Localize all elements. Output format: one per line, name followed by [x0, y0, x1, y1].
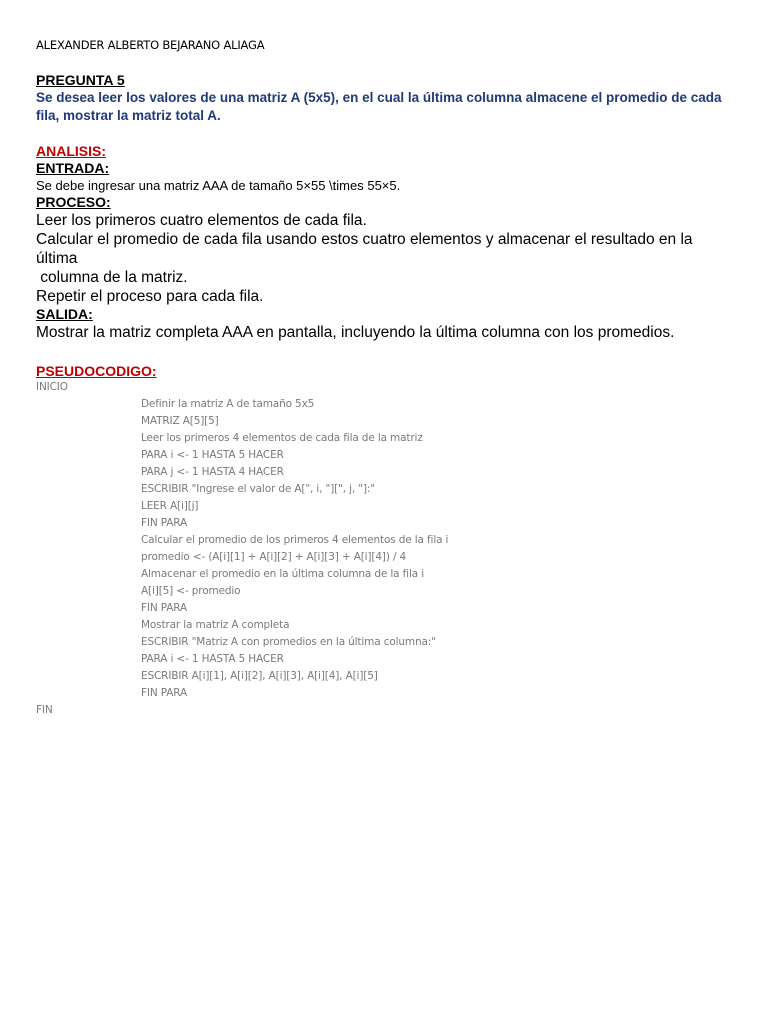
pseudocode-end: FIN — [36, 704, 53, 716]
pseudocode-start: INICIO — [36, 381, 68, 393]
pseudocode-line: PARA i <- 1 HASTA 5 HACER — [141, 449, 284, 461]
pseudocode-heading — [36, 363, 736, 380]
salida-text: Mostrar la matriz completa AAA en pantalla, incluyendo la última columna con los promedios. — [36, 324, 675, 341]
pseudocode-line: FIN PARA — [141, 602, 188, 614]
analysis-title: ANALISIS: — [36, 143, 106, 159]
question-title: PREGUNTA 5 — [36, 72, 125, 88]
pseudocode-line: Leer los primeros 4 elementos de cada fila de la matriz — [141, 432, 423, 444]
entrada-text: Se debe ingresar una matriz AAA de tamaño 5×55 \times 55×5. — [36, 178, 401, 193]
proceso-title: PROCESO: — [36, 194, 111, 210]
proceso-line: columna de la matriz. — [36, 269, 188, 286]
author-name: ALEXANDER ALBERTO BEJARANO ALIAGA — [36, 38, 265, 52]
question-text: Se desea leer los valores de una matriz A (5x5), en el cual la última columna almacene el promedio de cada fila, mostrar la matriz total A. — [36, 90, 722, 123]
proceso-line: Repetir el proceso para cada fila. — [36, 288, 264, 305]
pseudocode-line: MATRIZ A[5][5] — [141, 415, 219, 427]
pseudocode-line: Mostrar la matriz A completa — [141, 619, 290, 631]
pseudocode-line: PARA i <- 1 HASTA 5 HACER — [141, 653, 284, 665]
pseudocode-line: A[i][5] <- promedio — [141, 585, 241, 597]
pseudocode-line: Definir la matriz A de tamaño 5x5 — [141, 398, 315, 410]
pseudocode-line: FIN PARA — [141, 517, 188, 529]
pseudocode-line: Almacenar el promedio en la última columna de la fila i — [141, 568, 424, 580]
pseudocode-line: ESCRIBIR "Ingrese el valor de A[", i, "][", j, "]:" — [141, 483, 375, 495]
salida-title: SALIDA: — [36, 306, 93, 322]
pseudocode-line: FIN PARA — [141, 687, 188, 699]
pseudocode-line: promedio <- (A[i][1] + A[i][2] + A[i][3] + A[i][4]) / 4 — [141, 551, 407, 563]
pseudocode-line: ESCRIBIR A[i][1], A[i][2], A[i][3], A[i][4], A[i][5] — [141, 670, 378, 682]
proceso-line: Calcular el promedio de cada fila usando estos cuatro elementos y almacenar el resultado en la última — [36, 231, 693, 267]
pseudocode-line: ESCRIBIR "Matriz A con promedios en la última columna:" — [141, 636, 436, 648]
pseudocode-line: LEER A[i][j] — [141, 500, 199, 512]
entrada-title: ENTRADA: — [36, 160, 110, 176]
analysis-section — [36, 143, 736, 342]
proceso-line: Leer los primeros cuatro elementos de cada fila. — [36, 212, 367, 229]
pseudocode-line: Calcular el promedio de los primeros 4 elementos de la fila i — [141, 534, 449, 546]
pseudocode-line: PARA j <- 1 HASTA 4 HACER — [141, 466, 284, 478]
pseudocode-title: PSEUDOCODIGO: — [36, 363, 157, 379]
question-section — [36, 72, 736, 124]
